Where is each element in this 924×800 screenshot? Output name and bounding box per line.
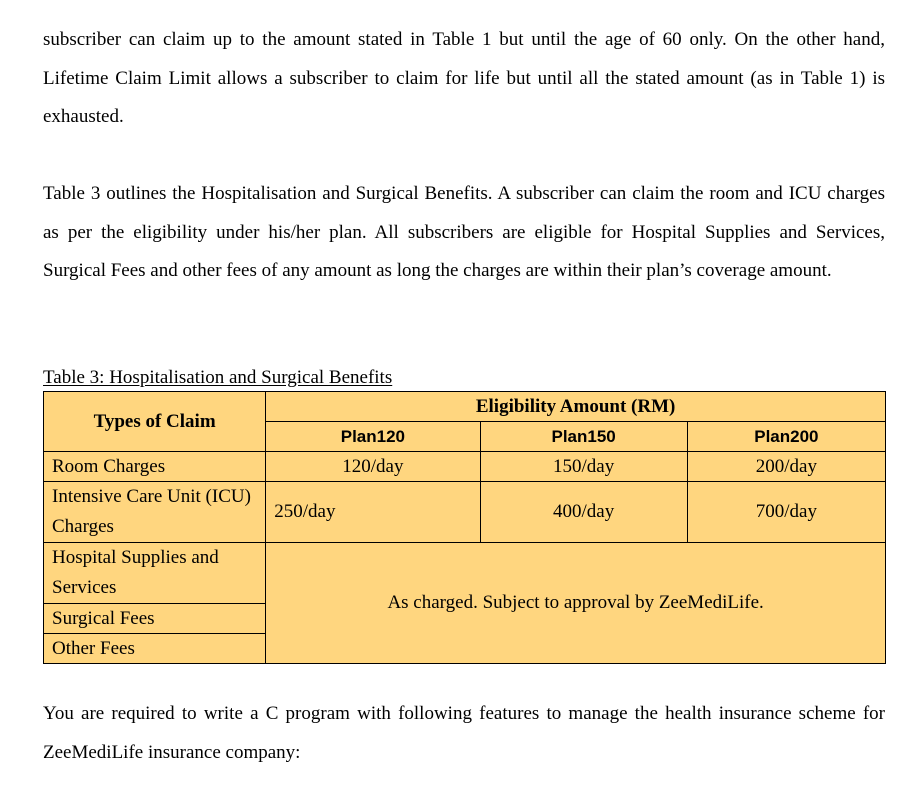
row-label-surgical-fees: Surgical Fees <box>44 604 266 634</box>
plan-header-150: Plan150 <box>480 422 687 452</box>
cell-room-plan150: 150/day <box>480 452 687 482</box>
cell-room-plan200: 200/day <box>687 452 885 482</box>
cell-icu-plan150: 400/day <box>480 482 687 543</box>
benefits-table <box>43 391 886 664</box>
types-of-claim-header: Types of Claim <box>44 392 266 452</box>
row-label-hospital-supplies: Hospital Supplies and Services <box>44 543 266 604</box>
table-row <box>44 482 886 543</box>
row-label-other-fees: Other Fees <box>44 634 266 664</box>
intro-paragraph: subscriber can claim up to the amount stated in Table 1 but until the age of 60 only. On the other hand, Lifetime Claim Limit allows a subscriber to claim for life but until all the stated amount (as in Table 1) is exhausted. <box>43 29 885 127</box>
as-charged-note: As charged. Subject to approval by ZeeMediLife. <box>266 543 886 664</box>
table-row <box>44 452 886 482</box>
row-label-room-charges: Room Charges <box>44 452 266 482</box>
program-requirement-paragraph: You are required to write a C program with following features to manage the health insurance scheme for ZeeMediLife insurance company: <box>43 703 885 763</box>
plan-header-200: Plan200 <box>687 422 885 452</box>
eligibility-amount-header: Eligibility Amount (RM) <box>266 392 886 422</box>
cell-icu-plan200: 700/day <box>687 482 885 543</box>
plan-header-120: Plan120 <box>266 422 480 452</box>
table-caption: Table 3: Hospitalisation and Surgical Benefits <box>43 367 393 388</box>
row-label-icu-charges: Intensive Care Unit (ICU) Charges <box>44 482 266 543</box>
cell-room-plan120: 120/day <box>266 452 480 482</box>
table-row <box>44 543 886 604</box>
table3-description-paragraph: Table 3 outlines the Hospitalisation and Surgical Benefits. A subscriber can claim the room and ICU charges as per the eligibility under his/her plan. All subscribers are eligible for Hospital Supplies and Services, Surgical Fees and other fees of any amount as long the charges are within their plan’s coverage amount. <box>43 183 885 281</box>
table-header-row <box>44 392 886 422</box>
cell-icu-plan120: 250/day <box>266 482 480 543</box>
